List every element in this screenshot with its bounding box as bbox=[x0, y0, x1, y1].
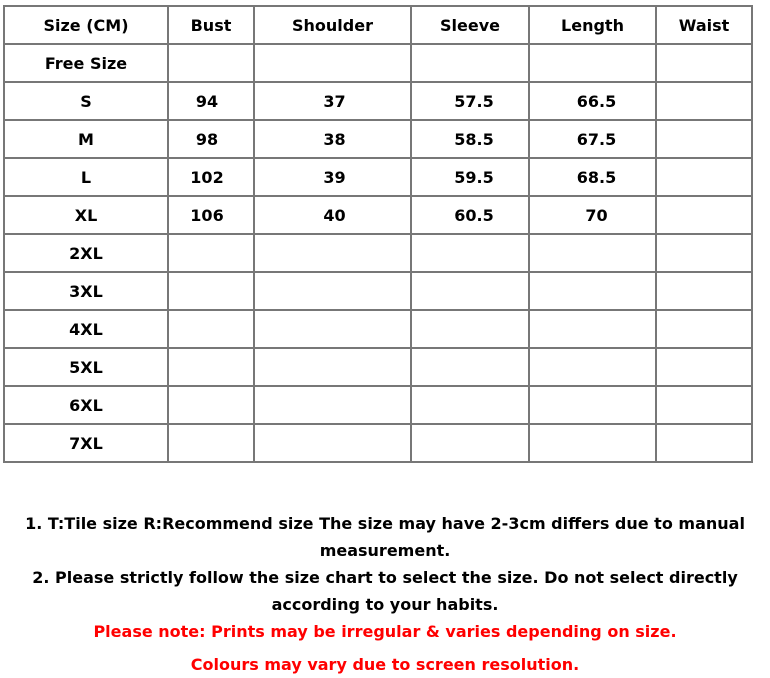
column-header-size: Size (CM) bbox=[4, 6, 168, 44]
cell-waist bbox=[656, 158, 752, 196]
cell-sleeve: 60.5 bbox=[411, 196, 529, 234]
cell-waist bbox=[656, 44, 752, 82]
cell-shoulder bbox=[254, 386, 411, 424]
cell-size: 2XL bbox=[4, 234, 168, 272]
cell-length bbox=[529, 272, 656, 310]
cell-size: M bbox=[4, 120, 168, 158]
cell-shoulder: 40 bbox=[254, 196, 411, 234]
cell-length bbox=[529, 348, 656, 386]
cell-length: 67.5 bbox=[529, 120, 656, 158]
column-header-bust: Bust bbox=[168, 6, 254, 44]
table-row bbox=[4, 310, 752, 348]
cell-size: XL bbox=[4, 196, 168, 234]
cell-shoulder bbox=[254, 234, 411, 272]
table-row bbox=[4, 386, 752, 424]
size-notes bbox=[0, 510, 770, 678]
table-row bbox=[4, 272, 752, 310]
cell-sleeve bbox=[411, 272, 529, 310]
cell-waist bbox=[656, 272, 752, 310]
cell-bust bbox=[168, 272, 254, 310]
cell-sleeve bbox=[411, 310, 529, 348]
cell-waist bbox=[656, 310, 752, 348]
cell-bust: 102 bbox=[168, 158, 254, 196]
cell-bust: 98 bbox=[168, 120, 254, 158]
cell-shoulder bbox=[254, 44, 411, 82]
table-header-row bbox=[4, 6, 752, 44]
cell-bust bbox=[168, 310, 254, 348]
cell-bust bbox=[168, 386, 254, 424]
column-header-waist: Waist bbox=[656, 6, 752, 44]
cell-size: 7XL bbox=[4, 424, 168, 462]
cell-sleeve: 57.5 bbox=[411, 82, 529, 120]
table-row bbox=[4, 44, 752, 82]
table-row bbox=[4, 196, 752, 234]
cell-waist bbox=[656, 196, 752, 234]
cell-sleeve bbox=[411, 234, 529, 272]
cell-shoulder: 38 bbox=[254, 120, 411, 158]
warning-prints: Please note: Prints may be irregular & varies depending on size. bbox=[93, 622, 677, 641]
cell-length bbox=[529, 44, 656, 82]
cell-size: 5XL bbox=[4, 348, 168, 386]
cell-sleeve: 59.5 bbox=[411, 158, 529, 196]
table-row bbox=[4, 424, 752, 462]
size-chart-table bbox=[3, 5, 753, 463]
cell-sleeve bbox=[411, 386, 529, 424]
cell-sleeve: 58.5 bbox=[411, 120, 529, 158]
cell-shoulder bbox=[254, 424, 411, 462]
cell-waist bbox=[656, 82, 752, 120]
cell-sleeve bbox=[411, 44, 529, 82]
cell-size: 6XL bbox=[4, 386, 168, 424]
cell-bust bbox=[168, 234, 254, 272]
column-header-length: Length bbox=[529, 6, 656, 44]
cell-waist bbox=[656, 234, 752, 272]
cell-waist bbox=[656, 424, 752, 462]
column-header-sleeve: Sleeve bbox=[411, 6, 529, 44]
cell-waist bbox=[656, 348, 752, 386]
table-row bbox=[4, 82, 752, 120]
cell-bust: 106 bbox=[168, 196, 254, 234]
cell-size: 3XL bbox=[4, 272, 168, 310]
cell-length: 66.5 bbox=[529, 82, 656, 120]
cell-waist bbox=[656, 386, 752, 424]
cell-bust bbox=[168, 424, 254, 462]
table-row bbox=[4, 348, 752, 386]
cell-size: L bbox=[4, 158, 168, 196]
cell-bust: 94 bbox=[168, 82, 254, 120]
cell-shoulder: 37 bbox=[254, 82, 411, 120]
table-row bbox=[4, 120, 752, 158]
cell-size: 4XL bbox=[4, 310, 168, 348]
cell-length bbox=[529, 234, 656, 272]
cell-bust bbox=[168, 348, 254, 386]
cell-shoulder bbox=[254, 310, 411, 348]
cell-shoulder: 39 bbox=[254, 158, 411, 196]
cell-shoulder bbox=[254, 348, 411, 386]
cell-size: S bbox=[4, 82, 168, 120]
cell-length: 68.5 bbox=[529, 158, 656, 196]
column-header-shoulder: Shoulder bbox=[254, 6, 411, 44]
cell-shoulder bbox=[254, 272, 411, 310]
cell-length: 70 bbox=[529, 196, 656, 234]
cell-sleeve bbox=[411, 424, 529, 462]
table-row bbox=[4, 234, 752, 272]
cell-waist bbox=[656, 120, 752, 158]
warning-colours: Colours may vary due to screen resolution. bbox=[190, 655, 580, 674]
cell-length bbox=[529, 424, 656, 462]
note-tile-size: 1. T:Tile size R:Recommend size The size may have 2-3cm differs due to manual measurement. bbox=[25, 514, 745, 560]
table-row bbox=[4, 158, 752, 196]
cell-length bbox=[529, 310, 656, 348]
cell-sleeve bbox=[411, 348, 529, 386]
note-follow-chart: 2. Please strictly follow the size chart to select the size. Do not select directly according to your habits. bbox=[32, 568, 738, 614]
cell-bust bbox=[168, 44, 254, 82]
cell-size: Free Size bbox=[4, 44, 168, 82]
cell-length bbox=[529, 386, 656, 424]
